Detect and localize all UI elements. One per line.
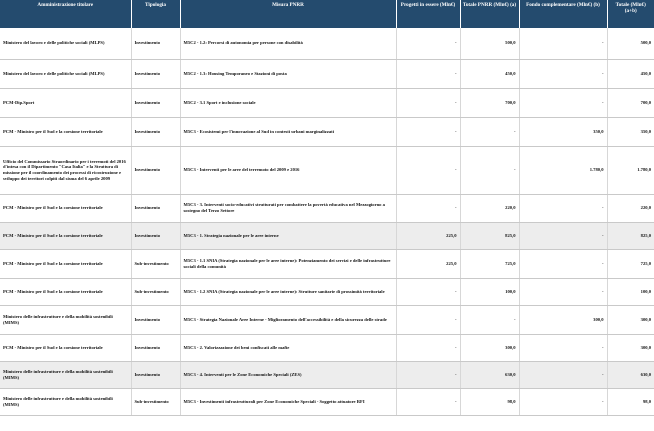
cell-totale: 630,0: [607, 361, 654, 388]
cell-misura: M5C3 - Interventi per le aree del terremoto del 2009 e 2016: [180, 146, 396, 194]
cell-fondo: -: [519, 361, 607, 388]
cell-tipologia: Investimento: [131, 117, 180, 146]
cell-amministrazione: Ministero del lavoro e delle politiche sociali (MLPS): [0, 28, 131, 59]
cell-fondo: 350,0: [519, 117, 607, 146]
table-row: [0, 28, 654, 59]
cell-totale: 100,0: [607, 278, 654, 305]
cell-misura: M5C3 - Strategia Nazionale Aree Interne - Miglioramento dell'accessibilità e della sicurezza delle strade: [180, 305, 396, 334]
header-misura: Misura PNRR: [180, 0, 396, 28]
table-row: [0, 59, 654, 88]
cell-amministrazione: Ministero delle infrastrutture e della mobilità sostenibili (MIMS): [0, 388, 131, 415]
table-row: [0, 334, 654, 361]
cell-misura: M5C3 - 1.1 SNIA (Strategia nazionale per le aree interne): Potenziamento dei servizi e delle infrastrutture sociali della comunità: [180, 249, 396, 278]
cell-fondo: -: [519, 334, 607, 361]
cell-tipologia: Investimento: [131, 334, 180, 361]
cell-fondo: -: [519, 278, 607, 305]
cell-totale-pnrr: 725,0: [460, 249, 519, 278]
cell-totale-pnrr: 220,0: [460, 194, 519, 222]
cell-amministrazione: PCM - Ministro per il Sud e la coesione territoriale: [0, 249, 131, 278]
header-row: [0, 0, 654, 28]
header-amministrazione: Amministrazione titolare: [0, 0, 131, 28]
cell-tipologia: Investimento: [131, 59, 180, 88]
cell-tipologia: Investimento: [131, 146, 180, 194]
cell-progetti: -: [396, 194, 460, 222]
cell-totale-pnrr: 100,0: [460, 278, 519, 305]
cell-misura: M5C3 - 4. Interventi per le Zone Economiche Speciali (ZES): [180, 361, 396, 388]
cell-progetti: -: [396, 278, 460, 305]
cell-progetti: -: [396, 334, 460, 361]
cell-tipologia: Investimento: [131, 361, 180, 388]
table-row: [0, 249, 654, 278]
cell-totale-pnrr: 300,0: [460, 334, 519, 361]
header-totale: Totale (Mln€) (a+b): [607, 0, 654, 28]
cell-progetti: -: [396, 305, 460, 334]
cell-misura: M5C3 - 2. Valorizzazione dei beni confiscati alle mafie: [180, 334, 396, 361]
cell-progetti: 225,0: [396, 249, 460, 278]
table-row: [0, 117, 654, 146]
cell-amministrazione: Ministero delle infrastrutture e della mobilità sostenibili (MIMS): [0, 305, 131, 334]
cell-amministrazione: PCM - Ministro per il Sud e la coesione territoriale: [0, 278, 131, 305]
cell-amministrazione: Ufficio del Commissario Straordinario per i terremoti del 2016 d'intesa con il Dipartimento "Casa Italia" e la Struttura di missione per il coordinamento dei processi di ricostruzione e sviluppo dei territori colpiti dal sisma del 6 aprile 2009: [0, 146, 131, 194]
cell-totale: 300,0: [607, 334, 654, 361]
table-row: [0, 194, 654, 222]
cell-totale: 1.780,0: [607, 146, 654, 194]
cell-progetti: -: [396, 117, 460, 146]
table-row: [0, 278, 654, 305]
cell-totale-pnrr: 630,0: [460, 361, 519, 388]
cell-amministrazione: PCM-Dip.Sport: [0, 88, 131, 117]
cell-totale: 700,0: [607, 88, 654, 117]
cell-progetti: -: [396, 388, 460, 415]
cell-fondo: -: [519, 28, 607, 59]
cell-progetti: -: [396, 28, 460, 59]
header-totale-pnrr: Totale PNRR (Mln€) (a): [460, 0, 519, 28]
table-row: [0, 361, 654, 388]
cell-totale-pnrr: 500,0: [460, 28, 519, 59]
cell-misura: M5C2 - 3.1 Sport e inclusione sociale: [180, 88, 396, 117]
cell-tipologia: Investimento: [131, 28, 180, 59]
cell-amministrazione: Ministero del lavoro e delle politiche sociali (MLPS): [0, 59, 131, 88]
cell-fondo: 300,0: [519, 305, 607, 334]
cell-totale: 450,0: [607, 59, 654, 88]
cell-amministrazione: PCM - Ministro per il Sud e la coesione territoriale: [0, 194, 131, 222]
table-row: [0, 388, 654, 415]
cell-misura: M5C3 - Investimenti infrastrutturali per Zone Economiche Speciali - Soggetto attuatore RFI: [180, 388, 396, 415]
table-row: [0, 222, 654, 249]
cell-progetti: 225,0: [396, 222, 460, 249]
cell-amministrazione: PCM - Ministro per il Sud e la coesione territoriale: [0, 222, 131, 249]
header-tipologia: Tipologia: [131, 0, 180, 28]
cell-fondo: -: [519, 249, 607, 278]
table-row: [0, 88, 654, 117]
cell-misura: M5C3 - 1.2 SNIA (Strategia nazionale per le aree interne): Strutture sanitarie di prossimità territoriale: [180, 278, 396, 305]
cell-progetti: -: [396, 59, 460, 88]
cell-totale: 825,0: [607, 222, 654, 249]
cell-tipologia: Investimento: [131, 194, 180, 222]
cell-amministrazione: PCM - Ministro per il Sud e la coesione territoriale: [0, 334, 131, 361]
cell-misura: M5C3 - 1. Strategia nazionale per le aree interne: [180, 222, 396, 249]
cell-totale-pnrr: -: [460, 146, 519, 194]
cell-totale-pnrr: 98,0: [460, 388, 519, 415]
header-fondo: Fondo complementare (Mln€) (b): [519, 0, 607, 28]
cell-tipologia: Sub-investimento: [131, 388, 180, 415]
cell-misura: M5C2 - 1.2: Percorsi di autonomia per persone con disabilità: [180, 28, 396, 59]
table-row: [0, 146, 654, 194]
cell-totale-pnrr: 450,0: [460, 59, 519, 88]
cell-misura: M5C2 - 1.3: Housing Temporaneo e Stazioni di posta: [180, 59, 396, 88]
cell-totale: 300,0: [607, 305, 654, 334]
cell-tipologia: Investimento: [131, 88, 180, 117]
cell-tipologia: Sub-investimento: [131, 249, 180, 278]
cell-fondo: -: [519, 59, 607, 88]
cell-amministrazione: PCM - Ministro per il Sud e la coesione territoriale: [0, 117, 131, 146]
cell-fondo: 1.780,0: [519, 146, 607, 194]
cell-totale: 98,0: [607, 388, 654, 415]
cell-totale-pnrr: 700,0: [460, 88, 519, 117]
cell-amministrazione: Ministero delle infrastrutture e della mobilità sostenibili (MIMS): [0, 361, 131, 388]
cell-fondo: -: [519, 194, 607, 222]
cell-totale-pnrr: -: [460, 305, 519, 334]
cell-fondo: -: [519, 88, 607, 117]
cell-fondo: -: [519, 388, 607, 415]
cell-totale-pnrr: 825,0: [460, 222, 519, 249]
cell-totale: 220,0: [607, 194, 654, 222]
cell-totale: 725,0: [607, 249, 654, 278]
header-progetti: Progetti in essere (Mln€): [396, 0, 460, 28]
cell-totale: 350,0: [607, 117, 654, 146]
cell-tipologia: Sub-investimento: [131, 278, 180, 305]
cell-misura: M5C3 - Ecosistemi per l'innovazione al Sud in contesti urbani marginalizzati: [180, 117, 396, 146]
cell-totale-pnrr: -: [460, 117, 519, 146]
cell-progetti: -: [396, 146, 460, 194]
cell-progetti: -: [396, 361, 460, 388]
table-row: [0, 305, 654, 334]
cell-tipologia: Investimento: [131, 222, 180, 249]
cell-misura: M5C3 - 3. Interventi socio-educativi strutturati per combattere la povertà educativa nel Mezzogiorno a sostegno del Terzo Settore: [180, 194, 396, 222]
cell-tipologia: Investimento: [131, 305, 180, 334]
cell-totale: 500,0: [607, 28, 654, 59]
cell-progetti: -: [396, 88, 460, 117]
cell-fondo: -: [519, 222, 607, 249]
